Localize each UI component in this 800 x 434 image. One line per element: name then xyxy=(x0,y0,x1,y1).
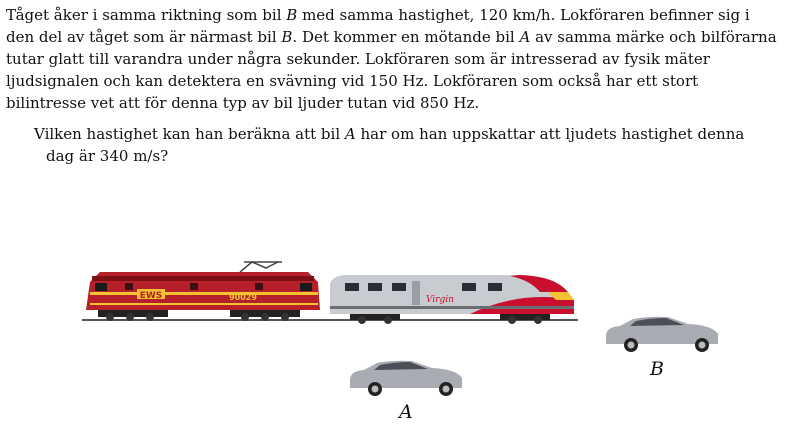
variable-symbol: A xyxy=(519,28,531,46)
car-a xyxy=(350,361,462,396)
locomotive-brand-label: EWS xyxy=(139,291,163,301)
variable-symbol: A xyxy=(344,125,356,143)
car-b-label: B xyxy=(650,358,664,380)
variable-symbol: B xyxy=(281,28,293,46)
text-run: Tåget åker i samma riktning som bil xyxy=(6,6,287,24)
coach xyxy=(330,275,574,324)
variable-symbol: B xyxy=(286,6,298,24)
car-a-label: A xyxy=(399,401,413,423)
locomotive-number-label: 90029 xyxy=(229,293,257,302)
text-run: . Det kommer en mötande bil xyxy=(292,28,520,46)
locomotive xyxy=(86,262,320,321)
question-line-2: dag är 340 m/s? xyxy=(46,147,169,165)
text-run: har om han uppskattar att ljudets hastighet denna xyxy=(355,125,745,143)
text-run: med samma hastighet, 120 km/h. Lokföraren befinner sig i den del av tåget som är närmast bil xyxy=(6,6,750,46)
text-run: av samma märke och bilförarna tutar glatt till varandra under några sekunder. Lokföraren som är intresserad av fysik mäter ljudsignalen och kan detektera en svävning vid 150 Hz. Lokföraren som också har ett stort bilintresse vet att för denna typ av bil ljuder tutan vid 850 Hz. xyxy=(6,28,777,112)
coach-brand-label: Virgin xyxy=(426,295,454,305)
text-run: Vilken hastighet kan han beräkna att bil xyxy=(34,125,345,143)
car-b xyxy=(606,317,718,352)
